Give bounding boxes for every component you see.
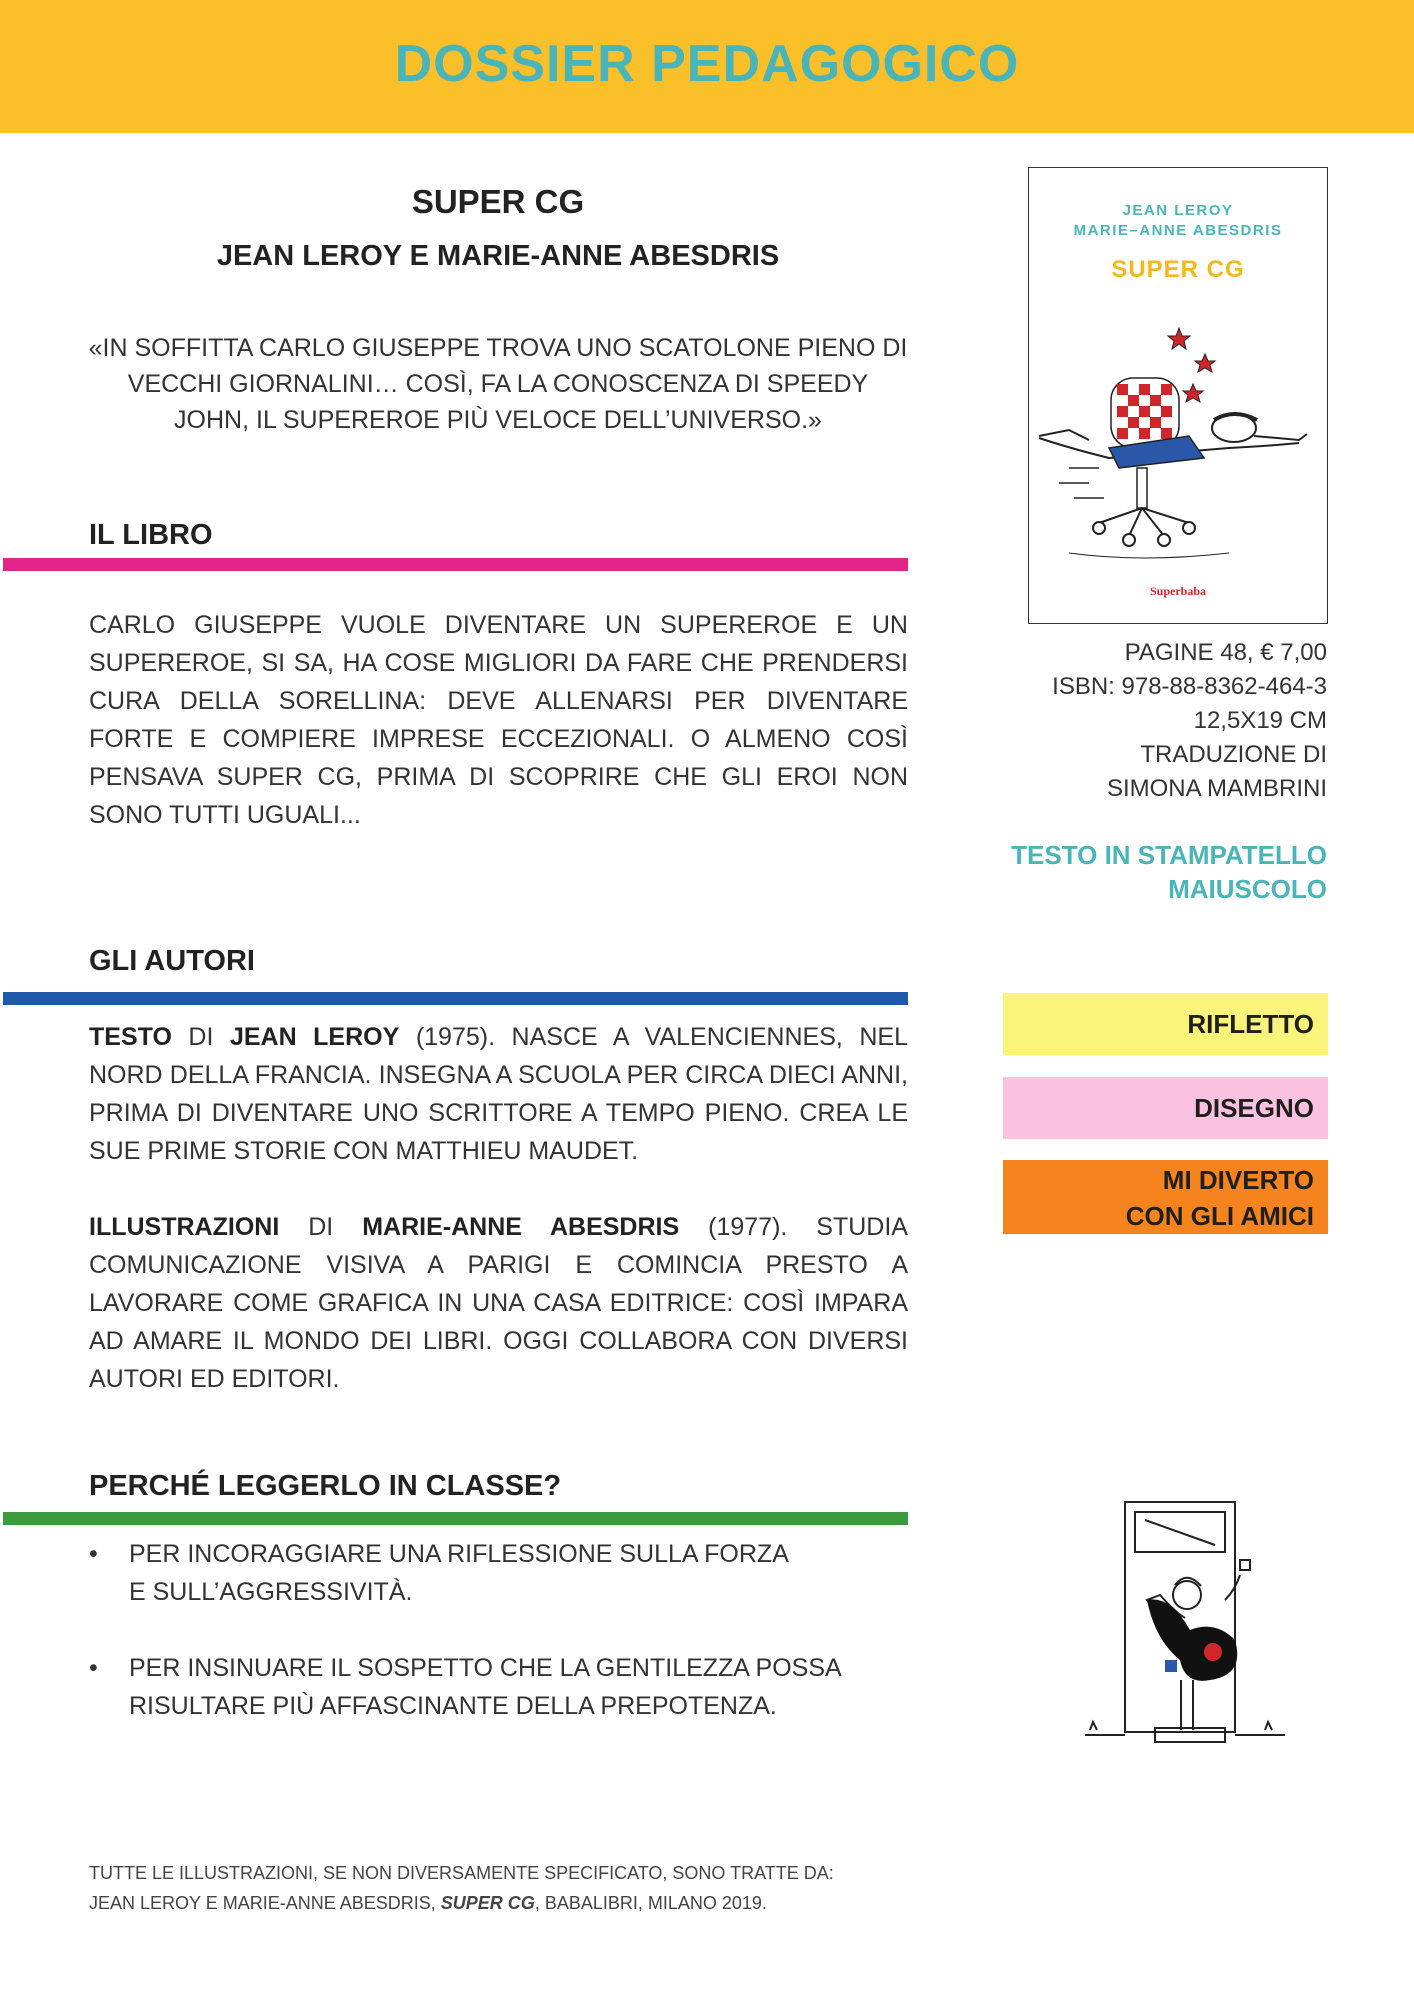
info-isbn: ISBN: 978-88-8362-464-3 [1052, 673, 1327, 700]
book-quote: «IN SOFFITTA CARLO GIUSEPPE TROVA UNO SCATOLONE PIENO DI VECCHI GIORNALINI… COSÌ, FA LA CONOSCENZA DI SPEEDY JOHN, IL SUPEREROE PIÙ VELOCE DELL’UNIVERSO.» [88, 334, 908, 434]
author-bio-abesdris: (1977). STUDIA COMUNICAZIONE VISIVA A PARIGI E COMINCIA PRESTO A LAVORARE COME GRAFICA IN UNA CASA EDITRICE: COSÌ IMPARA AD AMARE IL MONDO DEI LIBRI. OGGI COLLABORA CON DIVERSI AUTORI ED EDITORI. [89, 1213, 908, 1393]
category-disegno: DISEGNO [1003, 1077, 1328, 1139]
illustrations-paragraph [89, 1208, 908, 1398]
illustrations-di: DI [308, 1213, 334, 1241]
tag-line-2: MAIUSCOLO [1168, 874, 1327, 904]
cover-author-1: JEAN LEROY [1122, 202, 1234, 219]
section-title-autori: GLI AUTORI [89, 945, 255, 977]
category-diverto-line-1: MI DIVERTO [1162, 1165, 1314, 1195]
footer-line-2-post: , BABALIBRI, MILANO 2019. [534, 1893, 767, 1913]
libro-text: CARLO GIUSEPPE VUOLE DIVENTARE UN SUPEREROE E UN SUPEREROE, SI SA, HA COSE MIGLIORI DA FARE CHE PRENDERSI CURA DELLA SORELLINA: DEVE ALLENARSI PER DIVENTARE FORTE E COMPIERE IMPRESE ECCEZIONALI. O ALMENO COSÌ PENSAVA SUPER CG, PRIMA DI SCOPRIRE CHE GLI EROI NON SONO TUTTI UGUALI... [89, 611, 908, 829]
info-translation-label: TRADUZIONE DI [1140, 741, 1327, 768]
list-item [89, 1649, 909, 1725]
cover-title: SUPER CG [1111, 256, 1245, 283]
section-title-libro: IL LIBRO [89, 519, 213, 551]
illustrations-label: ILLUSTRAZIONI [89, 1213, 280, 1241]
tag-line-1: TESTO IN STAMPATELLO [1011, 840, 1327, 870]
section-divider-green [3, 1512, 908, 1525]
footer-book-title: SUPER CG [440, 1893, 535, 1913]
list-item [89, 1535, 909, 1611]
info-size: 12,5X19 CM [1193, 707, 1327, 734]
footer-line-2-pre: JEAN LEROY E MARIE-ANNE ABESDRIS, [89, 1893, 436, 1913]
autori-text-paragraph [89, 1018, 908, 1170]
author-name-leroy: JEAN LEROY [229, 1023, 400, 1051]
book-cover [1028, 167, 1328, 624]
cover-publisher: Superbaba [1149, 584, 1207, 598]
superhero-chair-illustration [1029, 308, 1327, 578]
info-pages: PAGINE 48, € 7,00 [1124, 639, 1327, 666]
book-authors: JEAN LEROY E MARIE-ANNE ABESDRIS [216, 240, 780, 272]
author-name-abesdris: MARIE-ANNE ABESDRIS [362, 1213, 680, 1241]
text-label: TESTO [89, 1023, 172, 1051]
section-title-perche: PERCHÉ LEGGERLO IN CLASSE? [89, 1470, 562, 1502]
text-style-tag [940, 838, 1327, 906]
bullet-line: E SULL’AGGRESSIVITÀ. [129, 1578, 413, 1606]
bullet-line: PER INCORAGGIARE UNA RIFLESSIONE SULLA FORZA [129, 1540, 789, 1568]
cover-author-2: MARIE–ANNE ABESDRIS [1073, 222, 1283, 239]
text-di: DI [188, 1023, 214, 1051]
book-info [1000, 636, 1327, 806]
info-translator: SIMONA MAMBRINI [1106, 775, 1327, 802]
footer-line-1: TUTTE LE ILLUSTRAZIONI, SE NON DIVERSAMENTE SPECIFICATO, SONO TRATTE DA: [89, 1863, 834, 1883]
bullet-line: PER INSINUARE IL SOSPETTO CHE LA GENTILEZZA POSSA [129, 1654, 842, 1682]
section-divider-blue [3, 992, 908, 1005]
category-rifletto: RIFLETTO [1003, 993, 1328, 1055]
reasons-list [89, 1535, 909, 1763]
door-guitar-illustration [1085, 1500, 1285, 1770]
category-diverto [1003, 1160, 1328, 1234]
author-bio-leroy: (1975). NASCE A VALENCIENNES, NEL NORD DELLA FRANCIA. INSEGNA A SCUOLA PER CIRCA DIECI ANNI, PRIMA DI DIVENTARE UNO SCRITTORE A TEMPO PIENO. CREA LE SUE PRIME STORIE CON MATTHIEU MAUDET. [89, 1023, 908, 1165]
book-title: SUPER CG [411, 183, 585, 220]
footer-credits [89, 1858, 929, 1918]
category-diverto-line-2: CON GLI AMICI [1125, 1201, 1314, 1231]
section-divider-pink [3, 558, 908, 571]
bullet-line: RISULTARE PIÙ AFFASCINANTE DELLA PREPOTENZA. [129, 1692, 777, 1720]
page-title: DOSSIER PEDAGOGICO [394, 35, 1020, 93]
